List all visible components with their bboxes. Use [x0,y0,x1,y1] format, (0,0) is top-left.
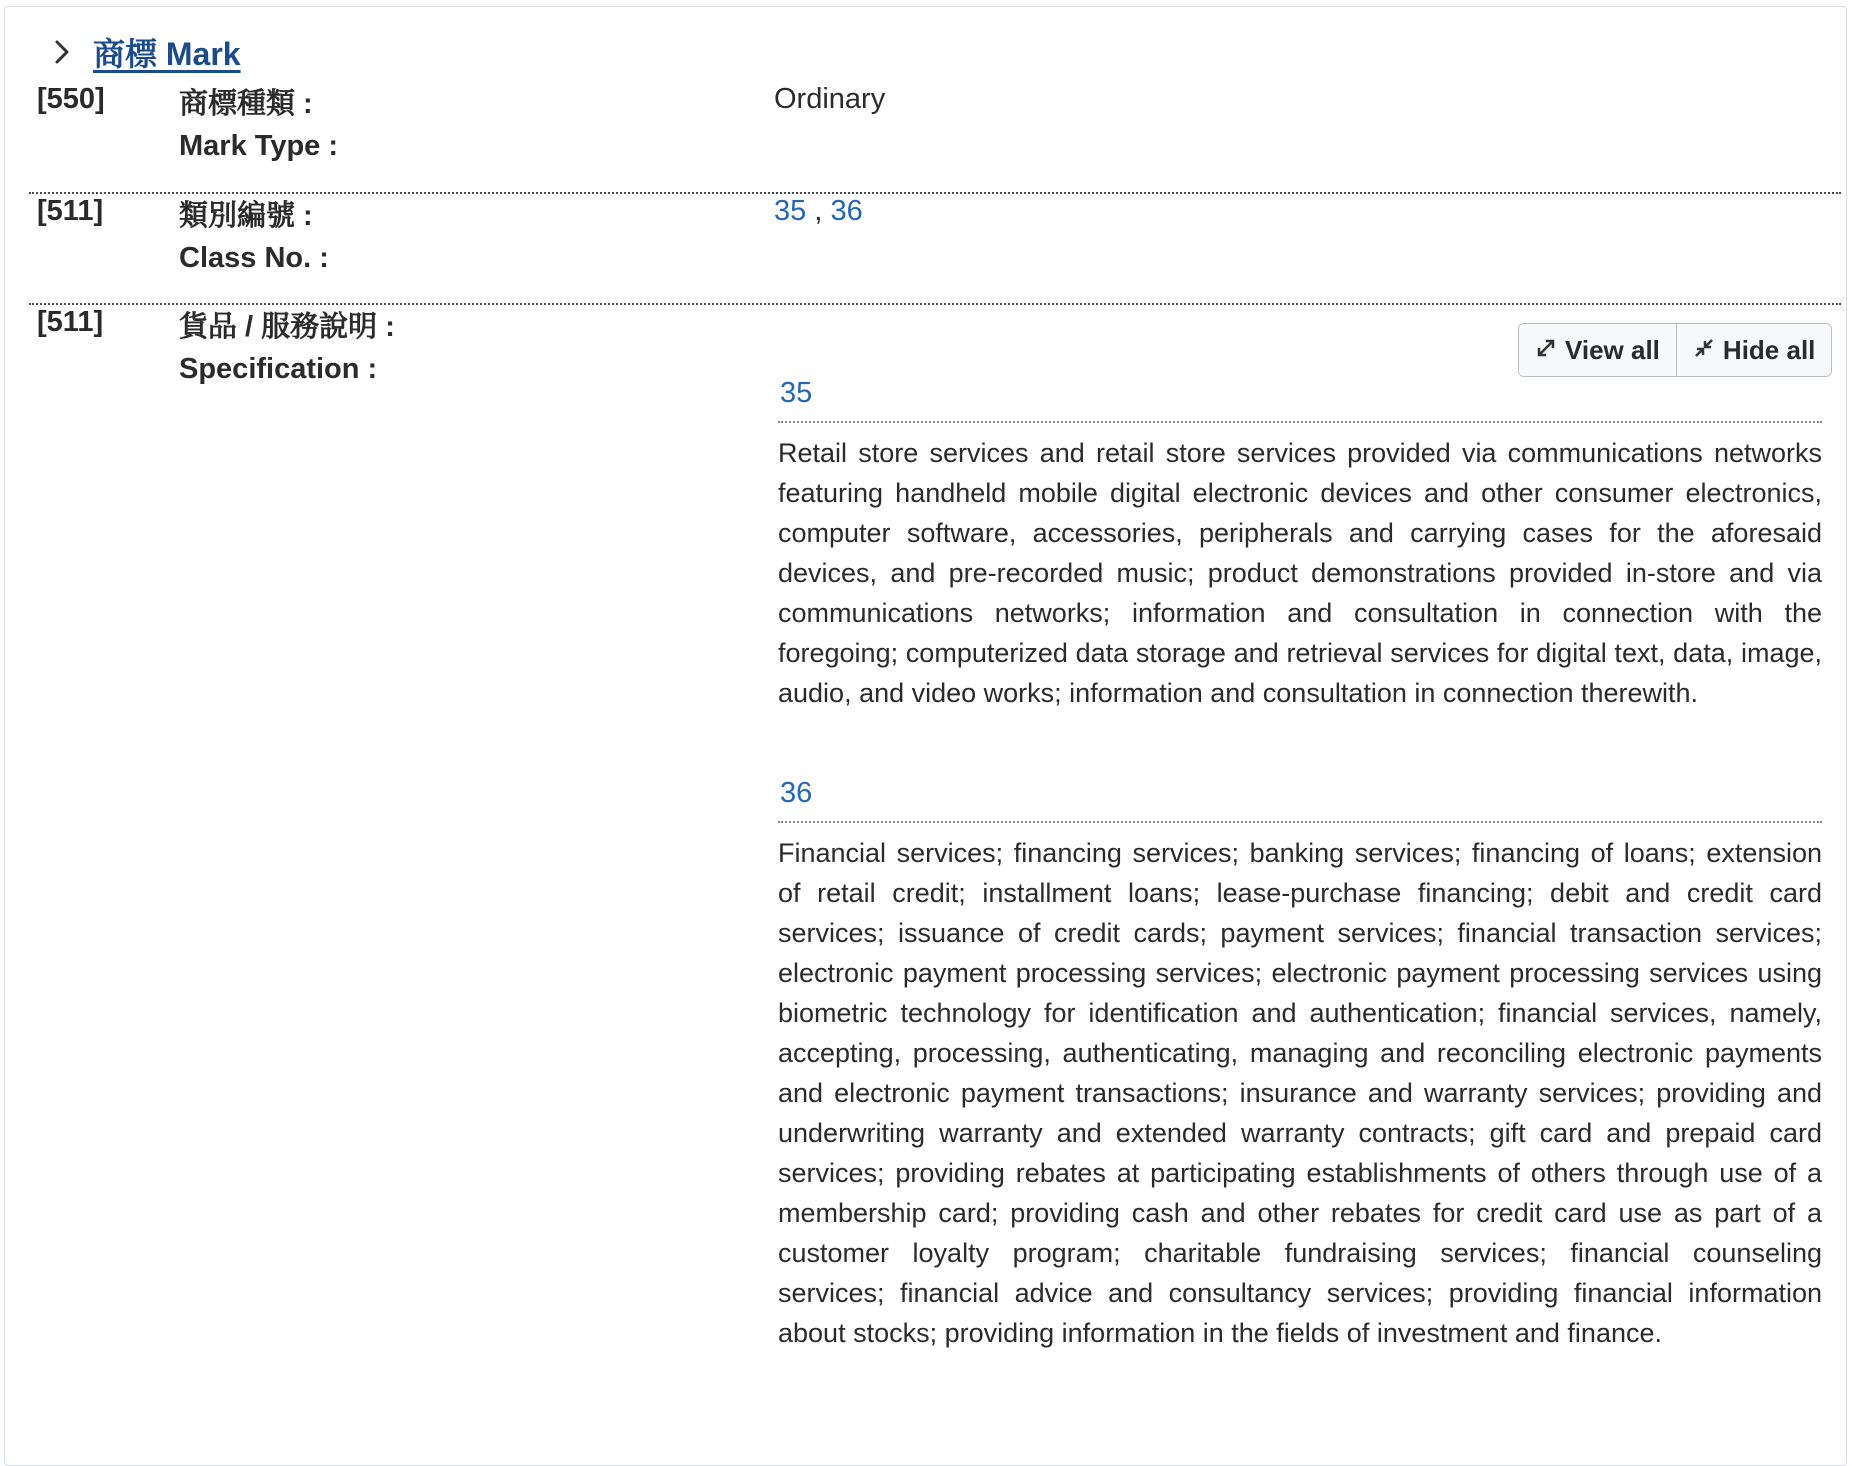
label-en: Class No. : [179,242,329,274]
label-zh: 商標種類 : [179,88,313,120]
field-label [179,306,395,390]
class-no-row [29,195,1841,285]
spec-text-36: Financial services; financing services; banking services; financing of loans; extension of retail credit; installment loans; lease-purchase financing; debit and credit card services; issuance of credit cards; payment services; financial transaction services; electronic payment processing services; electronic payment processing services using biometric technology for identification and authentication; financial services, namely, accepting, processing, authenticating, managing and reconciling electronic payments and electronic payment transactions; insurance and warranty services; providing and underwriting warranty and extended warranty contracts; gift card and prepaid card services; providing rebates at participating establishments of others through use of a membership card; providing cash and other rebates for credit card use as part of a customer loyalty program; charitable fundraising services; financial counseling services; financial advice and consultancy services; providing financial information about stocks; providing information in the fields of investment and finance. [778,838,1822,1348]
section-header[interactable] [47,29,241,75]
trademark-detail-panel [4,6,1847,1466]
label-zh: 類別編號 : [179,200,313,232]
hide-all-button[interactable] [1676,324,1831,376]
field-code: [511] [37,195,104,227]
label-zh: 貨品 / 服務說明 : [179,311,395,343]
class-separator: , [814,195,823,227]
spec-class-link-35[interactable]: 35 [780,377,813,409]
mark-type-row [29,83,1841,173]
mark-type-value: Ordinary [774,83,886,115]
spec-divider [778,421,1822,423]
field-code: [550] [37,83,105,115]
row-divider [29,303,1841,305]
spec-divider [778,821,1822,823]
chevron-right-icon[interactable] [47,37,77,67]
spec-text-35: Retail store services and retail store services provided via communications networks featuring handheld mobile digital electronic devices and other consumer electronics, computer software, accessories, peripherals and carrying cases for the aforesaid devices, and pre-recorded music; product demonstrations provided in-store and via communications networks; information and consultation in connection with the foregoing; computerized data storage and retrieval services for digital text, data, image, audio, and video works; information and consultation in connection therewith. [778,438,1822,708]
class-link-35[interactable]: 35 [774,195,807,227]
view-all-button[interactable] [1519,324,1676,376]
section-title-link[interactable]: 商標 Mark [93,36,241,72]
label-en: Mark Type : [179,130,339,162]
row-divider [29,192,1841,194]
label-en: Specification : [179,353,378,385]
view-all-label: View all [1565,334,1660,365]
class-link-36[interactable]: 36 [830,195,863,227]
field-label [179,195,329,279]
spec-class-link-36[interactable]: 36 [780,777,813,809]
hide-all-label: Hide all [1722,334,1816,365]
spec-group-35 [778,377,1822,713]
expand-arrows-icon [1535,335,1557,366]
field-label [179,83,338,167]
spec-group-36 [778,777,1822,1353]
field-code: [511] [37,306,104,338]
class-no-value [774,195,863,228]
expand-collapse-toolbar [1518,323,1832,377]
collapse-arrows-icon [1693,335,1715,366]
